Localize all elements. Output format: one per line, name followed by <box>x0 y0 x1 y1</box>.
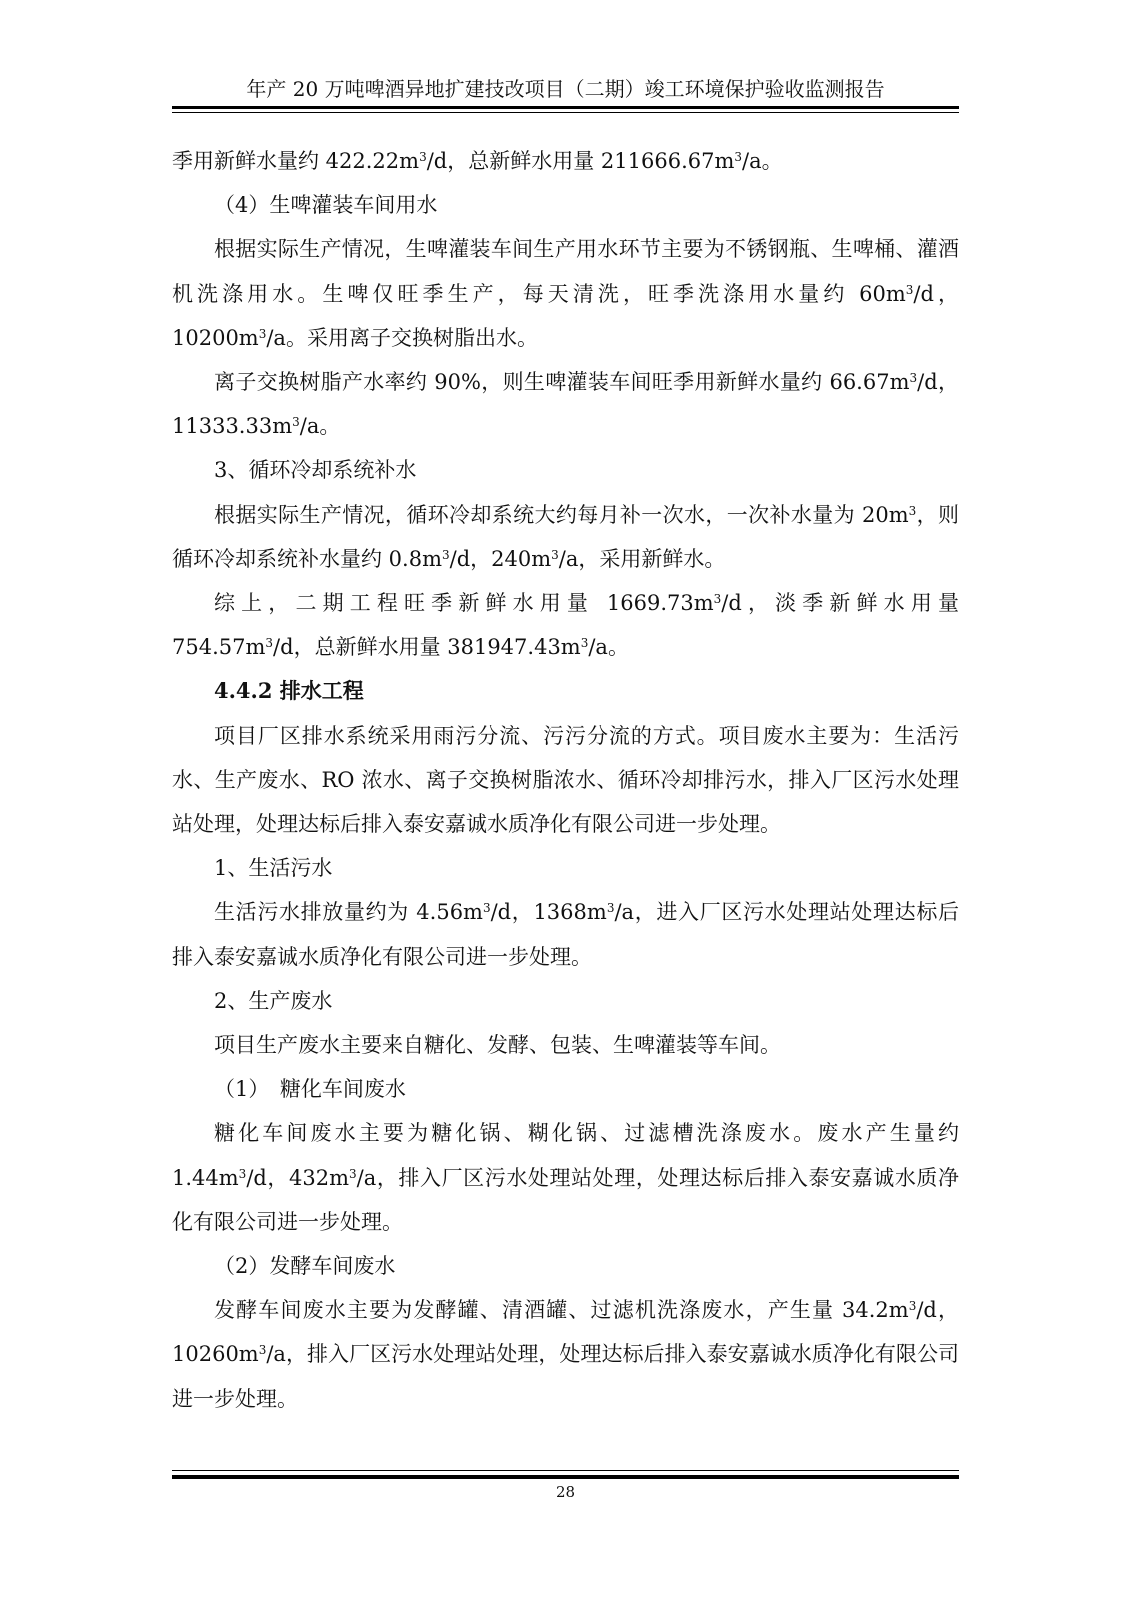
paragraph-continued-water-usage: 季用新鲜水量约 $422.22m^3/d$，总新鲜水用量 $211666.67m^3/a$。 <box>172 149 783 173</box>
subheading-production-wastewater: 2、生产废水 <box>214 988 333 1013</box>
paragraph-summary-fresh-water: 综上，二期工程旺季新鲜水用量 $1669.73m^3/d$，淡季新鲜水用量 $754.57m^3/d$，总新鲜水用量 $381947.43m^3/a$。 <box>172 591 959 660</box>
report-header-title: 年产 20 万吨啤酒异地扩建技改项目（二期）竣工环境保护验收监测报告 <box>246 77 885 101</box>
section-heading-drainage: 4.4.2 排水工程 <box>214 678 364 704</box>
paragraph-domestic-sewage: 生活污水排放量约为 $4.56m^3/d$，$1368m^3/a$，进入厂区污水处理站处理达标后排入泰安嘉诚水质净化有限公司进一步处理。 <box>172 900 959 969</box>
paragraph-ion-exchange-rate: 离子交换树脂产水率约 90%，则生啤灌装车间旺季用新鲜水量约 $66.67m^3/d$，$11333.33m^3/a$。 <box>172 370 959 439</box>
paragraph-production-wastewater-sources: 项目生产废水主要来自糖化、发酵、包装、生啤灌装等车间。 <box>214 1033 781 1058</box>
subheading-draft-beer-filling-water: （4）生啤灌装车间用水 <box>214 193 438 218</box>
subheading-domestic-sewage: 1、生活污水 <box>214 856 333 881</box>
page-number: 28 <box>555 1483 576 1501</box>
paragraph-draft-beer-filling: 根据实际生产情况，生啤灌装车间生产用水环节主要为不锈钢瓶、生啤桶、灌酒机洗涤用水。生啤仅旺季生产，每天清洗，旺季洗涤用水量约 $60m^3/d$，$10200m^3/a$。采用离子交换树脂出水。 <box>172 237 959 350</box>
paragraph-cooling-makeup: 根据实际生产情况，循环冷却系统大约每月补一次水，一次补水量为 $20m^3$，则循环冷却系统补水量约 $0.8m^3/d$，$240m^3/a$，采用新鲜水。 <box>172 502 959 571</box>
subheading-cooling-makeup-water: 3、循环冷却系统补水 <box>214 458 417 483</box>
body-text <box>172 139 959 1421</box>
subheading-saccharification-wastewater: （1） 糖化车间废水 <box>214 1077 406 1102</box>
paragraph-fermentation-wastewater: 发酵车间废水主要为发酵罐、清酒罐、过滤机洗涤废水，产生量 $34.2m^3/d$，$10260m^3/a$，排入厂区污水处理站处理，处理达标后排入泰安嘉诚水质净化有限公司进一步处理。 <box>172 1298 959 1411</box>
footer-rule-thick <box>172 1475 959 1479</box>
header-rule-thick <box>172 106 959 109</box>
subheading-fermentation-wastewater: （2）发酵车间废水 <box>214 1254 396 1279</box>
paragraph-drainage-system: 项目厂区排水系统采用雨污分流、污污分流的方式。项目废水主要为：生活污水、生产废水、RO 浓水、离子交换树脂浓水、循环冷却排污水，排入厂区污水处理站处理，处理达标后排入泰安嘉诚水质净化有限公司进一步处理。 <box>172 723 959 837</box>
header-rule-thin <box>172 112 959 113</box>
footer-rule-thin <box>172 1470 959 1471</box>
paragraph-saccharification-wastewater: 糖化车间废水主要为糖化锅、糊化锅、过滤槽洗涤废水。废水产生量约 $1.44m^3/d$，$432m^3/a$，排入厂区污水处理站处理，处理达标后排入泰安嘉诚水质净化有限公司进一步处理。 <box>172 1121 960 1234</box>
